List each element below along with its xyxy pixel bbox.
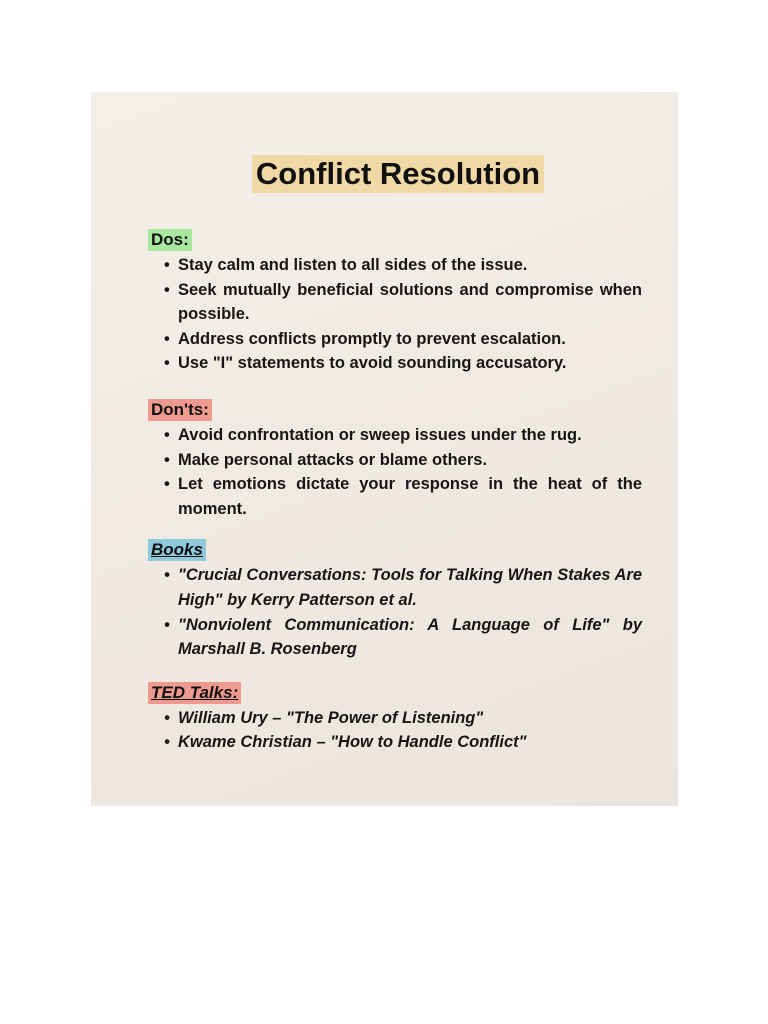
- dos-heading: Dos:: [148, 229, 192, 251]
- list-item: • Kwame Christian – "How to Handle Conflict": [178, 730, 642, 755]
- dos-list: [148, 253, 642, 376]
- books-section: [148, 539, 642, 661]
- donts-list: [148, 423, 642, 521]
- list-item: • Let emotions dictate your response in the heat of the moment.: [178, 472, 642, 521]
- books-heading: Books: [148, 539, 206, 561]
- ted-talks-section: [148, 682, 642, 755]
- list-item: • Avoid confrontation or sweep issues under the rug.: [178, 423, 642, 448]
- ted-talks-list: [148, 706, 642, 755]
- page-title: Conflict Resolution: [252, 155, 544, 193]
- donts-heading: Don'ts:: [148, 399, 212, 421]
- list-item: • Address conflicts promptly to prevent escalation.: [178, 327, 642, 352]
- list-item: • Make personal attacks or blame others.: [178, 448, 642, 473]
- donts-section: [148, 399, 642, 521]
- ted-talks-heading: TED Talks:: [148, 682, 241, 704]
- list-item: • Stay calm and listen to all sides of the issue.: [178, 253, 642, 278]
- list-item: • "Crucial Conversations: Tools for Talking When Stakes Are High" by Kerry Patterson et al.: [178, 563, 642, 612]
- list-item: • Seek mutually beneficial solutions and compromise when possible.: [178, 278, 642, 327]
- list-item: • William Ury – "The Power of Listening": [178, 706, 642, 731]
- conflict-resolution-card: [91, 92, 678, 806]
- list-item: • Use "I" statements to avoid sounding accusatory.: [178, 351, 642, 376]
- list-item: • "Nonviolent Communication: A Language of Life" by Marshall B. Rosenberg: [178, 613, 642, 662]
- dos-section: [148, 229, 642, 376]
- books-list: [148, 563, 642, 661]
- title-wrap: [148, 155, 642, 193]
